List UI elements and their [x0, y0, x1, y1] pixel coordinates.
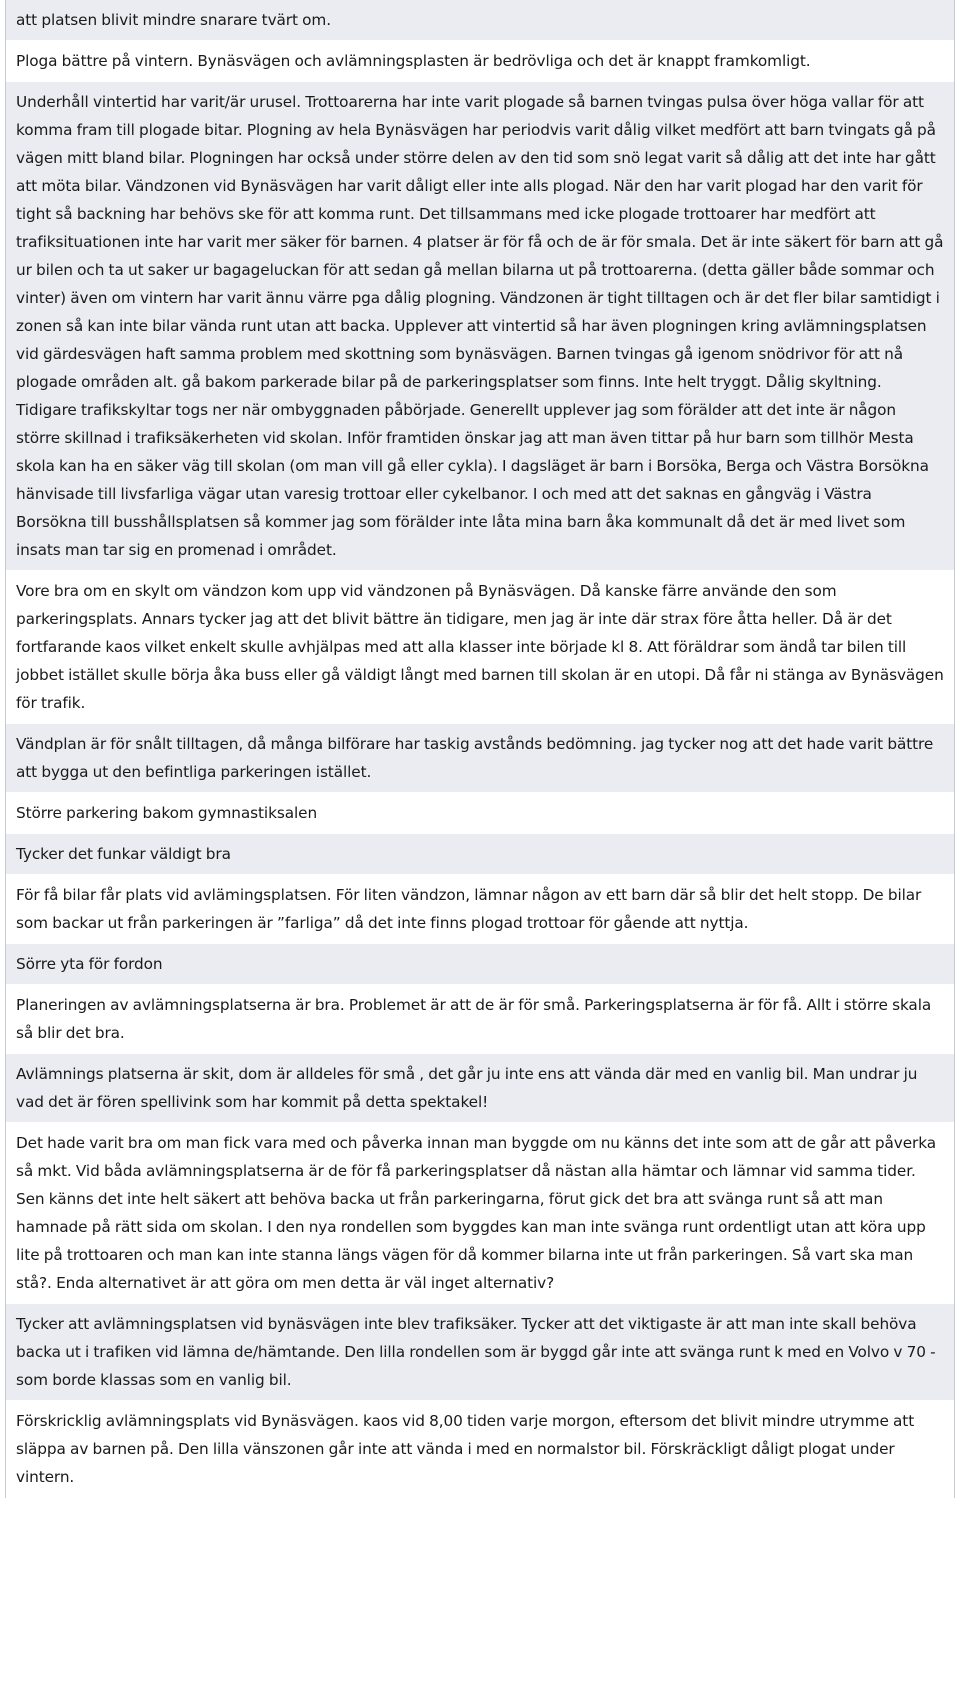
list-item: Tycker det funkar väldigt bra	[6, 834, 954, 875]
list-item: Större parkering bakom gymnastiksalen	[6, 793, 954, 834]
list-item: Vändplan är för snålt tilltagen, då många bilförare har taskig avstånds bedömning. jag tycker nog att det hade varit bättre att bygga ut den befintliga parkeringen istället.	[6, 724, 954, 793]
list-item: Underhåll vintertid har varit/är urusel. Trottoarerna har inte varit plogade så barnen tvingas pulsa över höga vallar för att komma fram till plogade bitar. Plogning av hela Bynäsvägen har periodvis varit dålig vilket medfört att barn tvingats gå på vägen mitt bland bilar. Plogningen har också under större delen av den tid som snö legat varit så dålig att det inte har gått att möta bilar. Vändzonen vid Bynäsvägen har varit dåligt eller inte alls plogad. När den har varit plogad har den varit för tight så backning har behövs ske för att komma runt. Det tillsammans med icke plogade trottoarer har medfört att trafiksituationen inte har varit mer säker för barnen. 4 platser är för få och de är för smala. Det är inte säkert för barn att gå ur bilen och ta ut saker ur bagageluckan för att sedan gå mellan bilarna ut på trottoarerna. (detta gäller både sommar och vinter) även om vintern har varit ännu värre pga dålig plogning. Vändzonen är tight tilltagen och är det fler bilar samtidigt i zonen så kan inte bilar vända runt utan att backa. Upplever att vintertid så har även plogningen kring avlämningsplatsen vid gärdesvägen haft samma problem med skottning som bynäsvägen. Barnen tvingas gå igenom snödrivor för att nå plogade områden alt. gå bakom parkerade bilar på de parkeringsplatser som finns. Inte helt tryggt. Dålig skyltning. Tidigare trafikskyltar togs ner när ombyggnaden påbörjade. Generellt upplever jag som förälder att det inte är någon större skillnad i trafiksäkerheten vid skolan. Inför framtiden önskar jag att man även tittar på hur barn som tillhör Mesta skola kan ha en säker väg till skolan (om man vill gå eller cykla). I dagsläget är barn i Borsöka, Berga och Västra Borsökna hänvisade till livsfarliga vägar utan varesig trottoar eller cykelbanor. I och med att det saknas en gångväg i Västra Borsökna till busshållsplatsen så kommer jag som förälder inte låta mina barn åka kommunalt då det är med livet som insats man tar sig en promenad i området.	[6, 82, 954, 571]
list-item: För få bilar får plats vid avlämingsplatsen. För liten vändzon, lämnar någon av ett barn där så blir det helt stopp. De bilar som backar ut från parkeringen är ”farliga” då det inte finns plogad trottoar för gående att nyttja.	[6, 875, 954, 944]
list-item: Ploga bättre på vintern. Bynäsvägen och avlämningsplasten är bedrövliga och det är knappt framkomligt.	[6, 41, 954, 82]
responses-list	[5, 0, 955, 1498]
list-item: Avlämnings platserna är skit, dom är alldeles för små , det går ju inte ens att vända där med en vanlig bil. Man undrar ju vad det är fören spellivink som har kommit på detta spektakel!	[6, 1054, 954, 1123]
list-item: Vore bra om en skylt om vändzon kom upp vid vändzonen på Bynäsvägen. Då kanske färre använde den som parkeringsplats. Annars tycker jag att det blivit bättre än tidigare, men jag är inte där strax före åtta heller. Då är det fortfarande kaos vilket enkelt skulle avhjälpas med att alla klasser inte började kl 8. Att föräldrar som ändå tar bilen till jobbet istället skulle börja åka buss eller gå väldigt långt med barnen till skolan är en utopi. Då får ni stänga av Bynäsvägen för trafik.	[6, 571, 954, 724]
list-item: Förskricklig avlämningsplats vid Bynäsvägen. kaos vid 8,00 tiden varje morgon, eftersom det blivit mindre utrymme att släppa av barnen på. Den lilla vänszonen går inte att vända i med en normalstor bil. Förskräckligt dåligt plogat under vintern.	[6, 1401, 954, 1498]
list-item: att platsen blivit mindre snarare tvärt om.	[6, 0, 954, 41]
list-item: Tycker att avlämningsplatsen vid bynäsvägen inte blev trafiksäker. Tycker att det viktigaste är att man inte skall behöva backa ut i trafiken vid lämna de/hämtande. Den lilla rondellen som är byggd går inte att svänga runt k med en Volvo v 70 - som borde klassas som en vanlig bil.	[6, 1304, 954, 1401]
list-item: Planeringen av avlämningsplatserna är bra. Problemet är att de är för små. Parkeringsplatserna är för få. Allt i större skala så blir det bra.	[6, 985, 954, 1054]
list-item: Sörre yta för fordon	[6, 944, 954, 985]
list-item: Det hade varit bra om man fick vara med och påverka innan man byggde om nu känns det inte som att de går att påverka så mkt. Vid båda avlämningsplatserna är de för få parkeringsplatser då nästan alla hämtar och lämnar vid samma tider. Sen känns det inte helt säkert att behöva backa ut från parkeringarna, förut gick det bra att svänga runt så att man hamnade på rätt sida om skolan. I den nya rondellen som byggdes kan man inte svänga runt ordentligt utan att köra upp lite på trottoaren och man kan inte stanna längs vägen för då kommer bilarna inte ut från parkeringen. Så vart ska man stå?. Enda alternativet är att göra om men detta är väl inget alternativ?	[6, 1123, 954, 1304]
